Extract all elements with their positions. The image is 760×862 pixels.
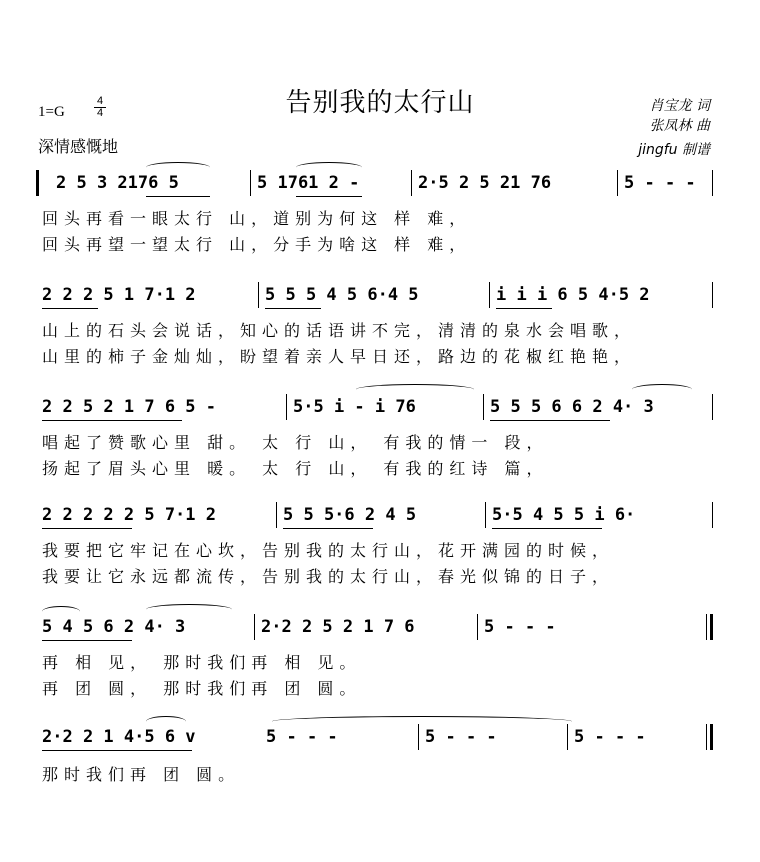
measure: 5 - - - <box>266 727 338 747</box>
notes-row <box>36 500 714 530</box>
measure: i i i 6 5 4·5 2 <box>496 285 650 305</box>
measure: 2 2 2 5 1 7·1 2 <box>42 285 196 305</box>
measure: 5 4 5 6 2 4· 3 <box>42 617 186 637</box>
barline <box>712 282 713 308</box>
barline <box>712 170 713 196</box>
score-title: 告别我的太行山 <box>285 88 475 118</box>
measure: 5 - - - <box>624 173 696 193</box>
notes-row <box>36 392 714 422</box>
final-barline <box>710 724 713 750</box>
lyric-line-2: 回头再望一望太行 山，分手为啥这 样 难， <box>42 235 472 254</box>
beam-underline <box>265 308 321 309</box>
measure: 5·5 i - i 76 <box>293 397 416 417</box>
repeat-start-barline <box>36 170 39 196</box>
measure: 2 2 5 2 1 7 6 5 - <box>42 397 216 417</box>
barline <box>706 614 707 640</box>
lyric-line-2: 再 团 圆， 那时我们再 团 圆。 <box>42 679 362 698</box>
notes-row <box>36 612 714 642</box>
lyric-line-2: 扬起了眉头心里 暖。 太 行 山， 有我的红诗 篇， <box>42 459 549 478</box>
notes-row <box>36 280 714 310</box>
beam-underline <box>42 308 98 309</box>
slur <box>146 716 186 727</box>
slur <box>146 604 232 615</box>
lyricist-credit: 肖宝龙 词 <box>649 98 710 114</box>
notes-row <box>36 722 714 752</box>
barline <box>712 394 713 420</box>
beam-underline <box>42 420 182 421</box>
lyric-line-1: 那时我们再 团 圆。 <box>42 765 241 784</box>
measure: 5 5 5 4 5 6·4 5 <box>265 285 419 305</box>
composer-credit: 张凤林 曲 <box>649 118 710 134</box>
tempo-marking: 深情感慨地 <box>38 137 119 156</box>
lyric-line-1: 再 相 见， 那时我们再 相 见。 <box>42 653 362 672</box>
measure: 2·2 2 5 2 1 7 6 <box>261 617 415 637</box>
beam-underline <box>146 196 210 197</box>
slur <box>146 162 210 173</box>
lyric-line-1: 回头再看一眼太行 山，道别为何这 样 难， <box>42 209 472 228</box>
beam-underline <box>42 750 192 751</box>
beam-underline <box>283 528 373 529</box>
beam-underline <box>496 308 552 309</box>
repeat-end-barline <box>710 614 713 640</box>
measure: 2·2 2 1 4·5 6 v <box>42 727 196 747</box>
beam-underline <box>42 640 132 641</box>
time-signature-top: 4 <box>94 96 106 108</box>
beam-underline <box>42 528 132 529</box>
lyric-line-1: 山上的石头会说话，知心的话语讲不完，清清的泉水会唱歌， <box>42 321 637 340</box>
measure: 5 1761 2 - <box>257 173 360 193</box>
beam-underline <box>490 420 610 421</box>
measure: 2·5 2 5 21 76 <box>418 173 552 193</box>
time-signature-bottom: 4 <box>96 107 104 119</box>
measure: 2 2 2 2 2 5 7·1 2 <box>42 505 216 525</box>
lyric-line-1: 唱起了赞歌心里 甜。 太 行 山， 有我的情一 段， <box>42 433 549 452</box>
measure: 5 5 5 6 6 2 4· 3 <box>490 397 654 417</box>
slur <box>42 606 80 617</box>
lyric-line-2: 我要让它永远都流传，告别我的太行山，春光似锦的日子， <box>42 567 615 586</box>
lyric-line-2: 山里的柿子金灿灿，盼望着亲人早日还，路边的花椒红艳艳， <box>42 347 637 366</box>
tie <box>356 384 474 395</box>
barline <box>712 502 713 528</box>
barline <box>706 724 707 750</box>
time-signature <box>94 96 106 119</box>
slur <box>632 384 692 395</box>
measure: 5·5 4 5 5 i 6· <box>492 505 636 525</box>
measure: 5 - - - <box>574 727 646 747</box>
key-signature: 1=G <box>38 104 65 120</box>
beam-underline <box>492 528 602 529</box>
engraver-credit: jingfu 制谱 <box>638 142 710 158</box>
measure: 5 - - - <box>484 617 556 637</box>
slur <box>296 162 362 173</box>
notes-row <box>36 168 714 198</box>
measure: 2 5 3 2176 5 <box>56 173 179 193</box>
tie <box>272 716 572 727</box>
beam-underline <box>296 196 362 197</box>
lyric-line-1: 我要把它牢记在心坎，告别我的太行山，花开满园的时候， <box>42 541 615 560</box>
measure: 5 - - - <box>425 727 497 747</box>
measure: 5 5 5·6 2 4 5 <box>283 505 417 525</box>
